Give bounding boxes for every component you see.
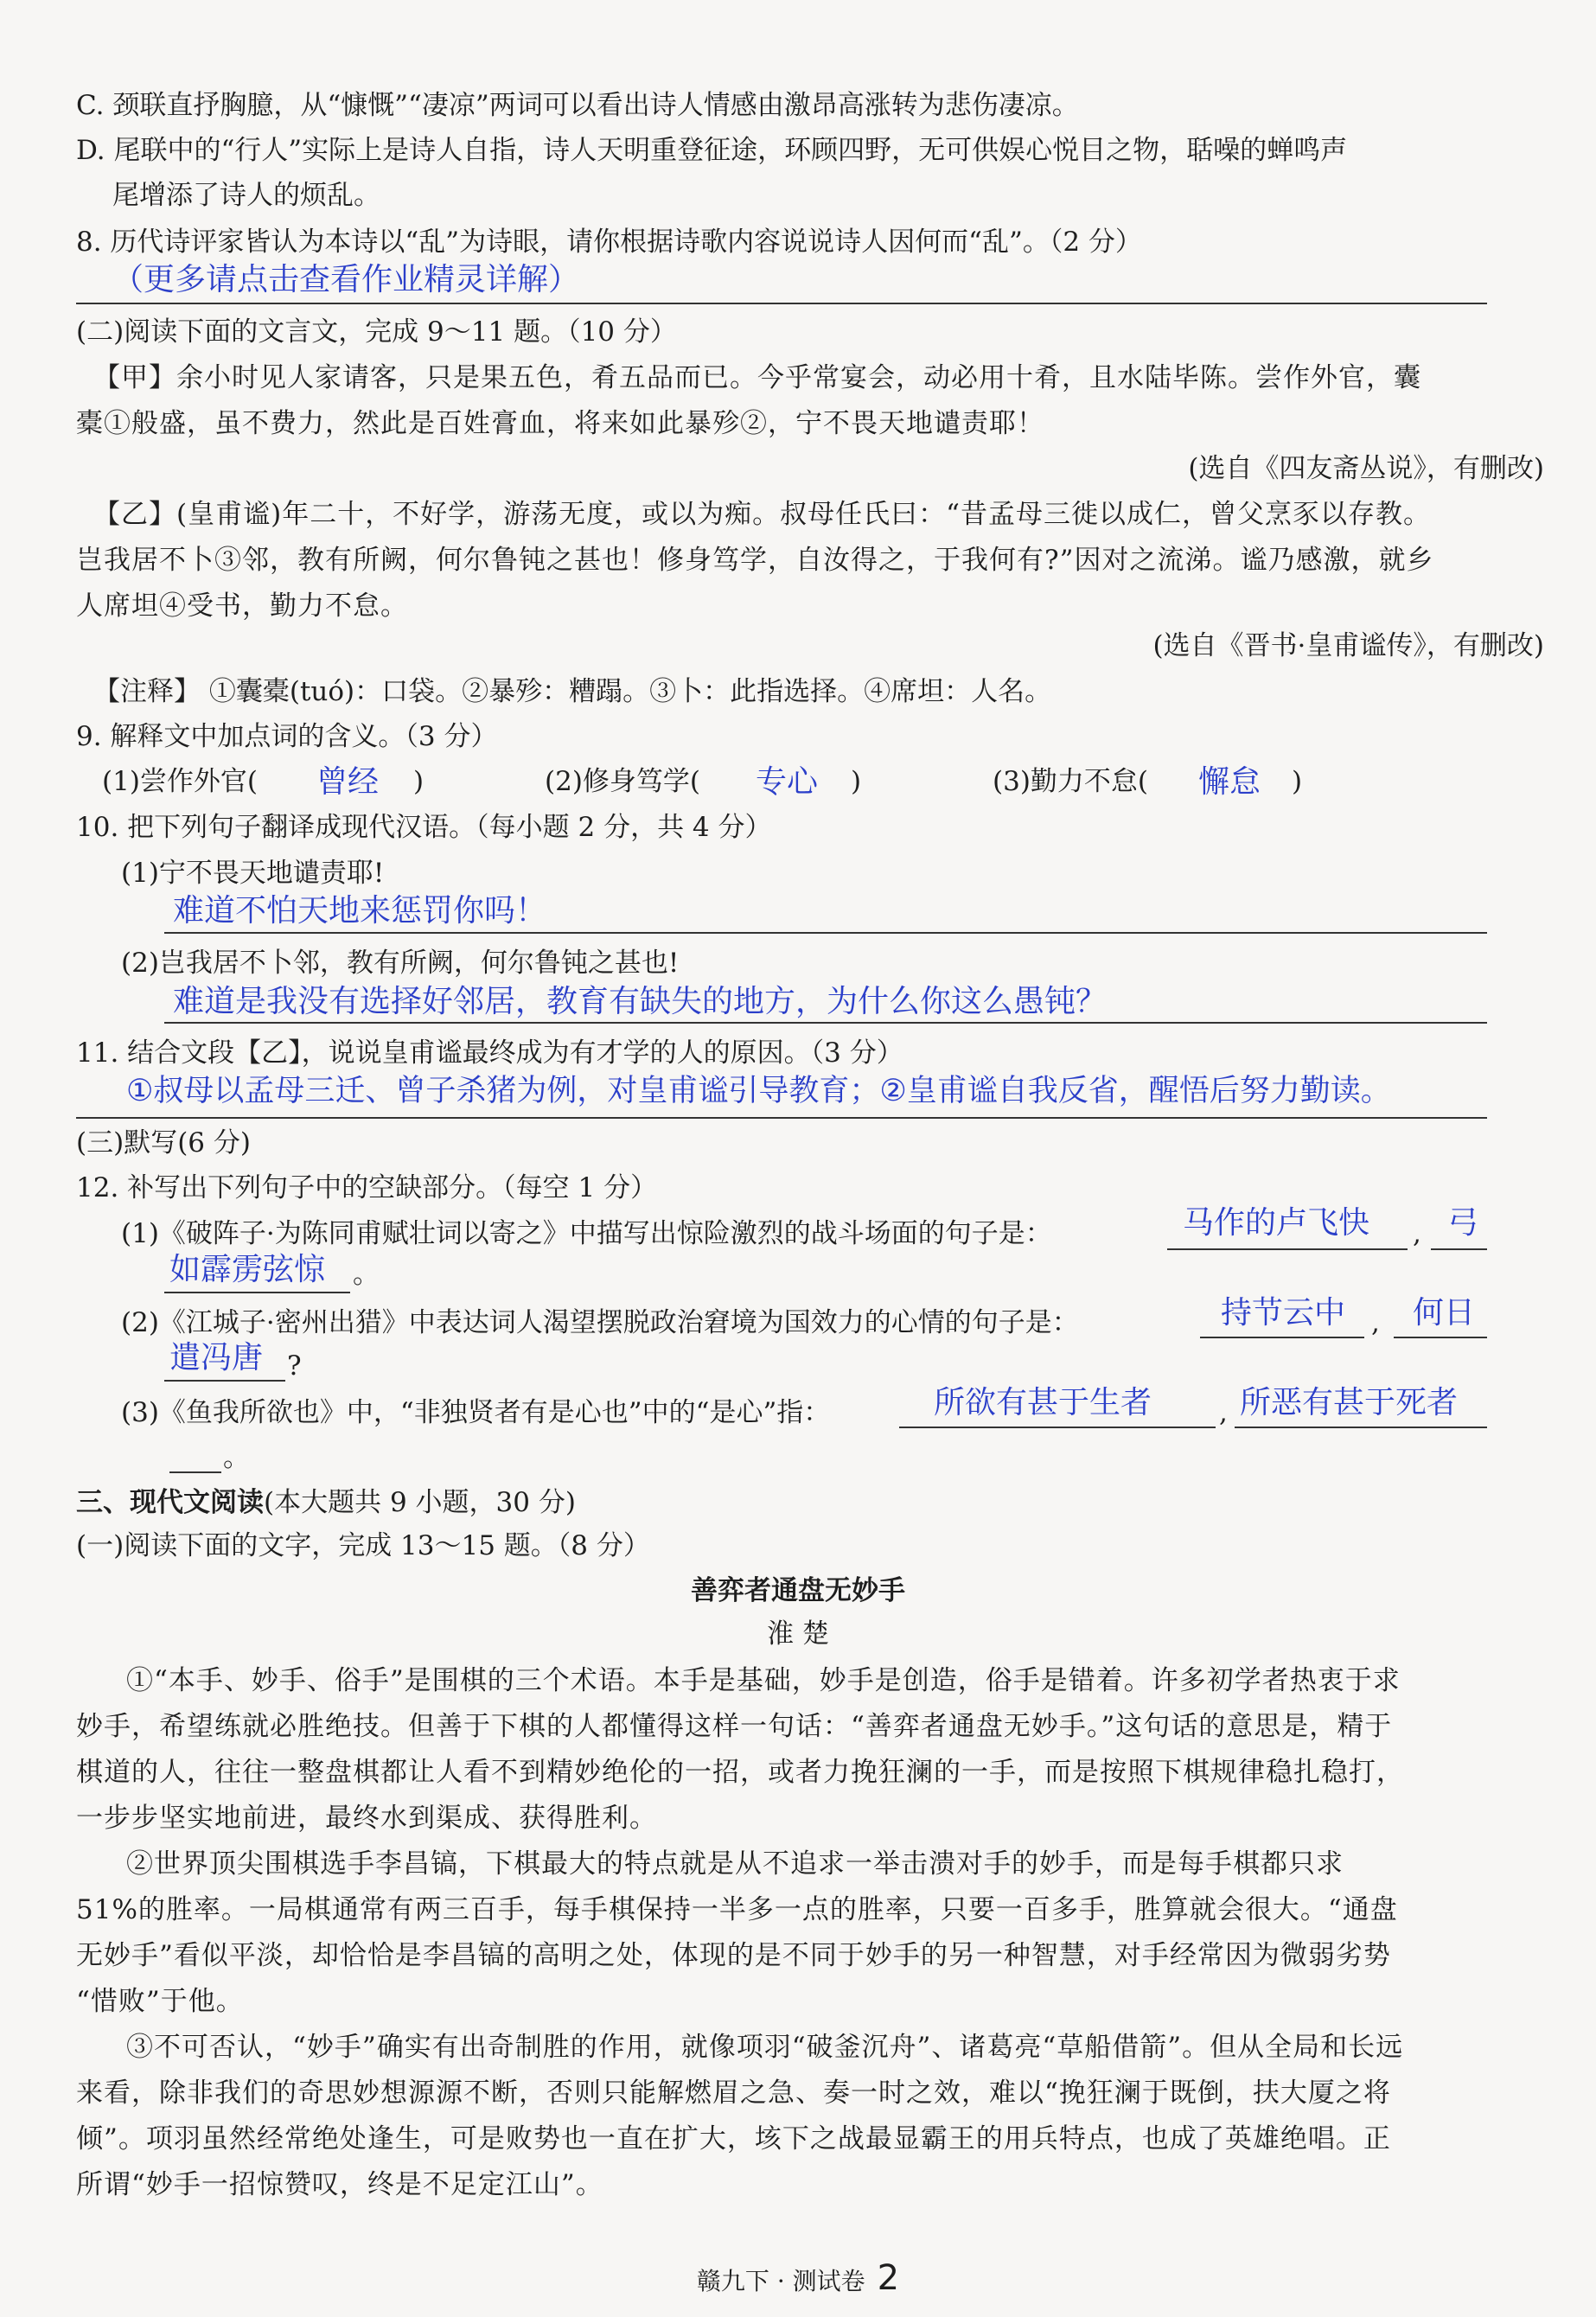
q12-blank2b xyxy=(1394,1337,1487,1338)
q12-blank1a xyxy=(1167,1248,1408,1250)
article-title: 善弈者通盘无妙手 xyxy=(691,1575,905,1606)
q12-answer1b: 弓 xyxy=(1447,1205,1479,1241)
q9-item3-close: ) xyxy=(1292,766,1303,797)
q12-sentence2: (2)《江城子·密州出猎》中表达词人渴望摆脱政治窘境为国效力的心情的句子是： xyxy=(121,1307,1079,1338)
q9-item2-close: ) xyxy=(851,766,862,797)
q12-blank3b xyxy=(1235,1427,1487,1428)
para2-line4: “惜败”于他。 xyxy=(76,1986,244,2017)
q8-answer-link[interactable]: （更多请点击查看作业精灵详解） xyxy=(112,262,580,297)
para2-line1: ②世界顶尖围棋选手李昌镐，下棋最大的特点就是从不追求一举击溃对手的妙手，而是每手棋都只求 xyxy=(126,1848,1344,1880)
para2-line3: 无妙手”看似平淡，却恰恰是李昌镐的高明之处，体现的是不同于妙手的另一种智慧，对手经常因为微弱劣势 xyxy=(76,1940,1391,1971)
page-footer xyxy=(0,2258,1596,2298)
passage-jia-line1: 【甲】余小时见人家请客，只是果五色，肴五品而已。今乎常宴会，动必用十肴，且水陆毕陈。尝作外官，囊 xyxy=(93,362,1421,393)
para1-line3: 棋道的人，往往一整盘棋都让人看不到精妙绝伦的一招，或者力挽狂澜的一手，而是按照下棋规律稳扎稳打， xyxy=(76,1757,1404,1788)
annotation-notes: 【注释】 ①囊橐(tuó)：口袋。②暴殄：糟蹋。③卜：此指选择。④席坦：人名。 xyxy=(93,676,1052,707)
q12-answer3a: 所欲有甚于生者 xyxy=(934,1385,1152,1420)
q9-answer3: 懈怠 xyxy=(1198,764,1261,800)
q12-answer2b: 何日 xyxy=(1413,1295,1476,1331)
q12-blank1c xyxy=(164,1292,350,1293)
q11-answer-line xyxy=(76,1117,1487,1119)
passage-yi-line3: 人席坦④受书，勤力不怠。 xyxy=(76,590,408,622)
q12-answer1c: 如霹雳弦惊 xyxy=(169,1252,326,1287)
q12-period1: 。 xyxy=(353,1259,380,1290)
q7-option-d-line1: D. 尾联中的“行人”实际上是诗人自指，诗人天明重登征途，环顾四野，无可供娱心悦目之物，聒噪的蝉鸣声 xyxy=(76,135,1348,166)
para3-line2: 来看，除非我们的奇思妙想源源不断，否则只能解燃眉之急、奏一时之效，难以“挽狂澜于既倒，扶大厦之将 xyxy=(76,2078,1391,2109)
q12-comma2: , xyxy=(1371,1307,1380,1338)
q9-item3: (3)勤力不怠( xyxy=(993,766,1149,797)
q12-blank2c xyxy=(164,1380,285,1382)
q12-blank2a xyxy=(1200,1337,1364,1338)
q12-comma1: , xyxy=(1413,1218,1421,1249)
q9-item1-close: ) xyxy=(413,766,425,797)
part3-header-note: (本大题共 9 小题，30 分) xyxy=(264,1487,576,1518)
q12-sentence3: (3)《鱼我所欲也》中，“非独贤者有是心也”中的“是心”指： xyxy=(121,1397,831,1428)
q12-blank3c xyxy=(169,1471,221,1473)
q10-stem: 10. 把下列句子翻译成现代汉语。（每小题 2 分，共 4 分） xyxy=(76,812,772,843)
q11-answer: ①叔母以孟母三迁、曾子杀猪为例，对皇甫谧引导教育；②皇甫谧自我反省，醒悟后努力勤读。 xyxy=(126,1074,1391,1108)
section2-header: (二)阅读下面的文言文，完成 9～11 题。（10 分） xyxy=(76,316,677,348)
q9-answer2: 专心 xyxy=(756,764,819,800)
para3-line1: ③不可否认，“妙手”确实有出奇制胜的作用，就像项羽“破釜沉舟”、诸葛亮“草船借箭”。但从全局和长远 xyxy=(126,2032,1404,2063)
q12-blank1b xyxy=(1431,1248,1487,1250)
part3-subheader: (一)阅读下面的文字，完成 13～15 题。（8 分） xyxy=(76,1530,650,1561)
passage-yi-source: (选自《晋书·皇甫谧传》，有删改) xyxy=(1152,630,1544,661)
q7-option-c: C. 颈联直抒胸臆，从“慷慨”“凄凉”两词可以看出诗人情感由激昂高涨转为悲伤凄凉。 xyxy=(76,90,1079,121)
para1-line4: 一步步坚实地前进，最终水到渠成、获得胜利。 xyxy=(76,1803,657,1834)
passage-yi-line1: 【乙】(皇甫谧)年二十，不好学，游荡无度，或以为痴。叔母任氏曰：“昔孟母三徙以成仁，曾父烹豕以存教。 xyxy=(93,499,1432,530)
q12-period3: 。 xyxy=(223,1442,250,1473)
q12-blank3a xyxy=(899,1427,1216,1428)
q12-answer2a: 持节云中 xyxy=(1221,1295,1346,1331)
para3-line4: 所谓“妙手一招惊赞叹，终是不足定江山”。 xyxy=(76,2169,603,2200)
page-number: 2 xyxy=(877,2258,900,2298)
q9-item2: (2)修身笃学( xyxy=(545,766,701,797)
q10-answer1: 难道不怕天地来惩罚你吗！ xyxy=(173,893,547,929)
passage-yi-line2: 岂我居不卜③邻，教有所阙，何尔鲁钝之甚也！修身笃学，自汝得之，于我何有?”因对之流涕。谧乃感激，就乡 xyxy=(76,545,1434,576)
para2-line2: 51%的胜率。一局棋通常有两三百手，每手棋保持一半多一点的胜率，只要一百多手，胜算就会很大。“通盘 xyxy=(76,1894,1398,1925)
q8-answer-line xyxy=(76,303,1487,304)
q12-answer2c: 遣冯唐 xyxy=(169,1340,264,1376)
para1-line1: ①“本手、妙手、俗手”是围棋的三个术语。本手是基础，妙手是创造，俗手是错着。许多初学者热衷于求 xyxy=(126,1665,1401,1696)
q10-sentence1: (1)宁不畏天地谴责耶! xyxy=(121,858,385,889)
q10-answer1-line xyxy=(164,932,1487,934)
passage-jia-source: (选自《四友斋丛说》，有删改) xyxy=(1188,453,1544,484)
passage-jia-line2: 橐①般盛，虽不费力，然此是百姓膏血，将来如此暴殄②，宁不畏天地谴责耶！ xyxy=(76,408,1044,439)
para3-line3: 倾”。项羽虽然经常绝处逢生，可是败势也一直在扩大，垓下之战最显霸王的用兵特点，也成了英雄绝唱。正 xyxy=(76,2123,1391,2154)
q9-item1: (1)尝作外官( xyxy=(102,766,259,797)
q12-sentence1: (1)《破阵子·为陈同甫赋壮词以寄之》中描写出惊险激烈的战斗场面的句子是： xyxy=(121,1218,1052,1249)
para1-line2: 妙手，希望练就必胜绝技。但善于下棋的人都懂得这样一句话：“善弈者通盘无妙手。”这句话的意思是，精于 xyxy=(76,1711,1393,1742)
q11-stem: 11. 结合文段【乙】，说说皇甫谧最终成为有才学的人的原因。（3 分） xyxy=(76,1037,903,1069)
q12-comma3: , xyxy=(1219,1397,1228,1428)
q8-stem: 8. 历代诗评家皆认为本诗以“乱”为诗眼，请你根据诗歌内容说说诗人因何而“乱”。（2 分） xyxy=(76,227,1142,258)
q10-answer2: 难道是我没有选择好邻居，教育有缺失的地方，为什么你这么愚钝？ xyxy=(173,984,1108,1019)
q12-stem: 12. 补写出下列句子中的空缺部分。（每空 1 分） xyxy=(76,1172,658,1203)
q7-option-d-line2: 尾增添了诗人的烦乱。 xyxy=(112,180,380,211)
part3-header xyxy=(76,1484,1544,1522)
article-author: 淮 楚 xyxy=(767,1618,829,1650)
q9-stem: 9. 解释文中加点词的含义。（3 分） xyxy=(76,721,498,752)
q12-answer1a: 马作的卢飞快 xyxy=(1183,1205,1370,1241)
footer-label: 赣九下 · 测试卷 xyxy=(696,2267,865,2295)
q9-answer1: 曾经 xyxy=(316,764,380,800)
q10-sentence2: (2)岂我居不卜邻，教有所阙，何尔鲁钝之甚也! xyxy=(121,948,680,979)
part3-header-title: 三、现代文阅读 xyxy=(76,1487,264,1518)
q10-answer2-line xyxy=(164,1022,1487,1024)
section3-header: (三)默写(6 分) xyxy=(76,1127,251,1158)
q12-answer3b: 所恶有甚于死者 xyxy=(1240,1385,1459,1420)
q12-question-mark: ? xyxy=(287,1350,302,1382)
